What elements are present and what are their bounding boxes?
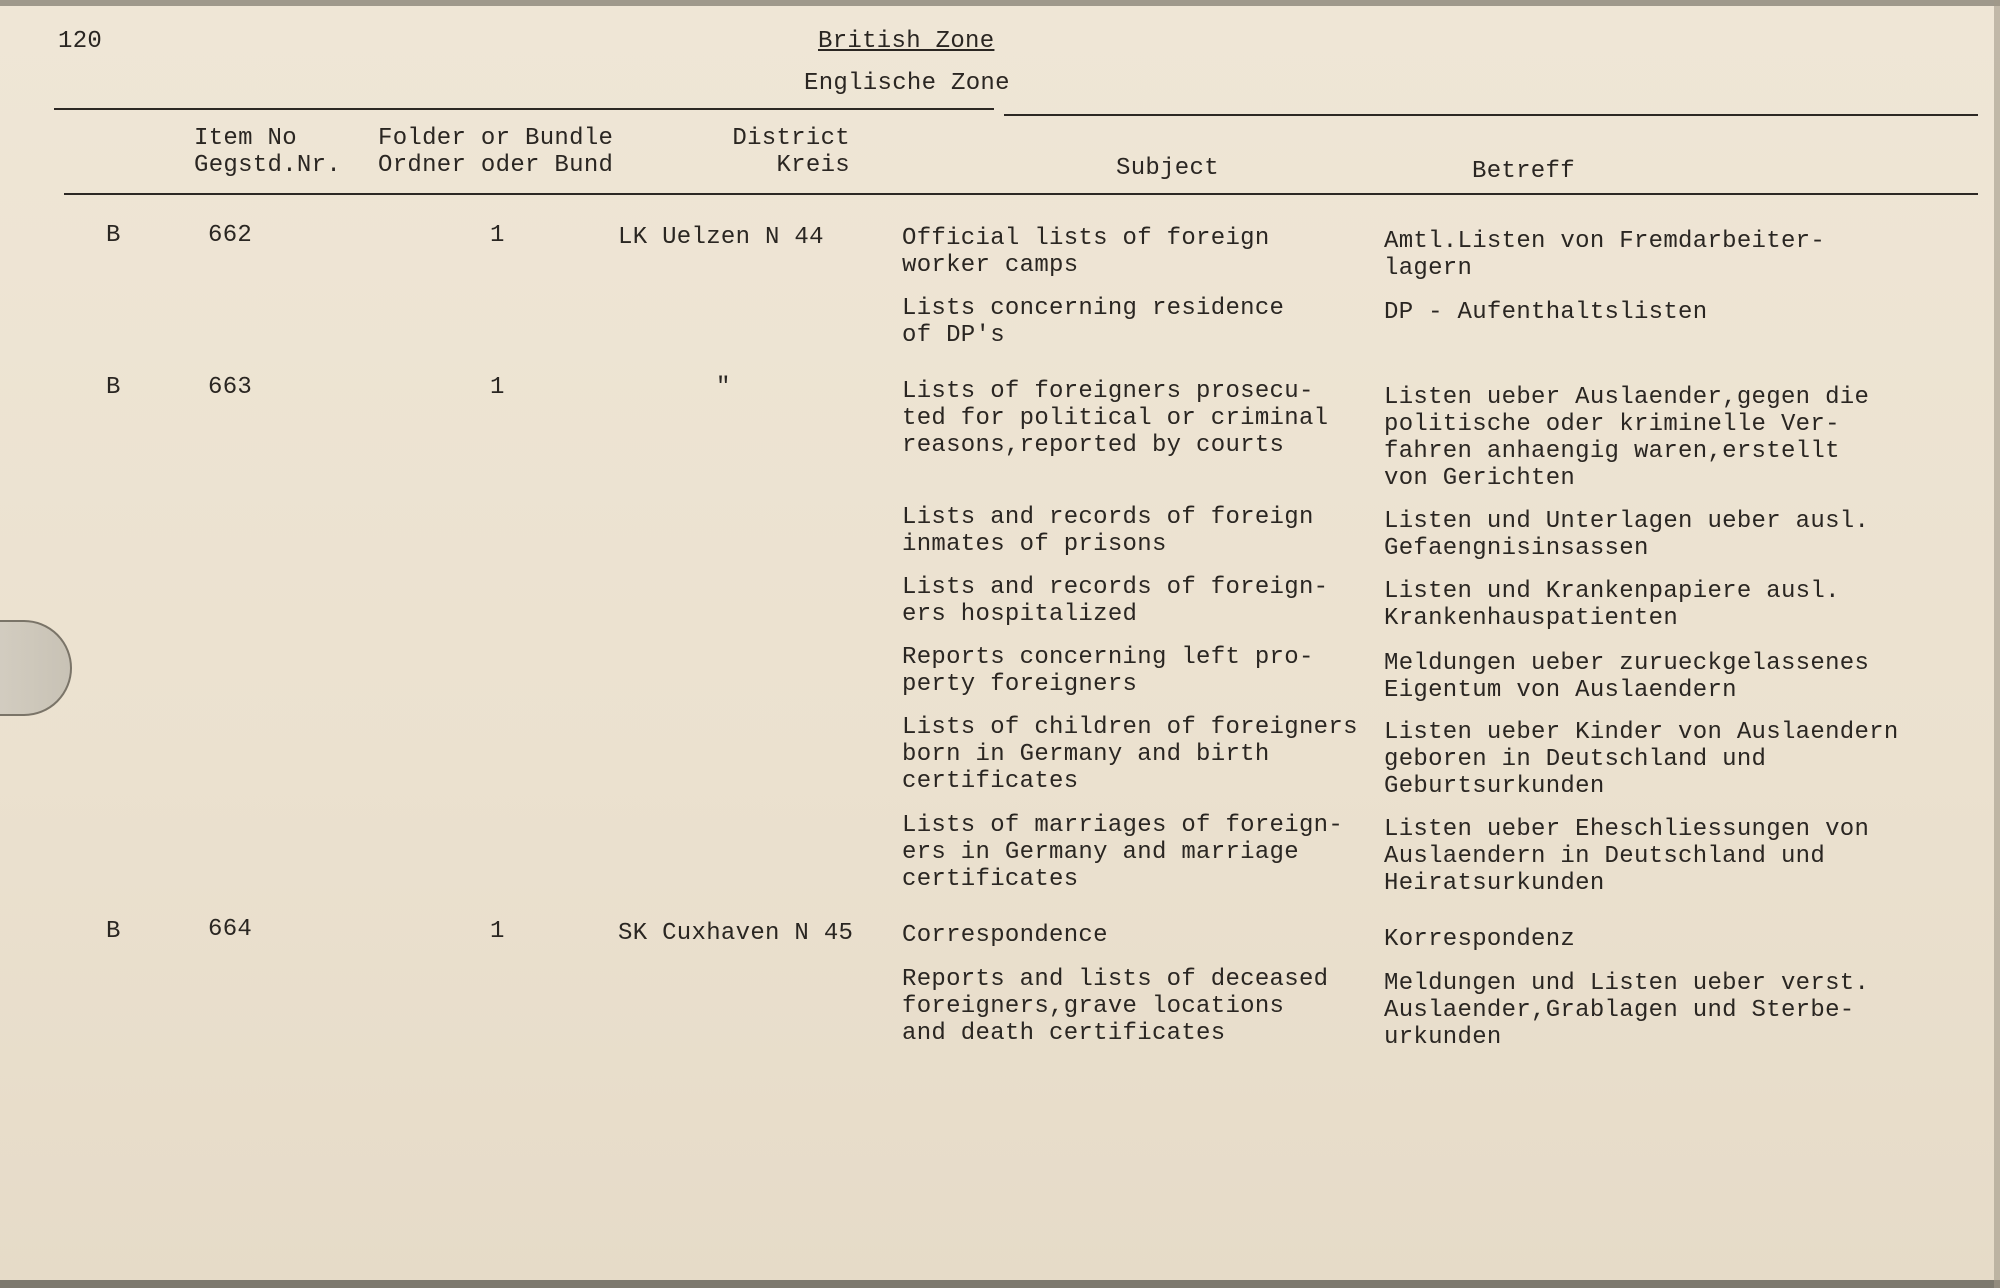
entry-betreff: DP - Aufenthaltslisten	[1384, 299, 1708, 326]
top-edge	[0, 0, 2000, 6]
row-prefix: B	[106, 222, 121, 249]
entry-betreff: Listen ueber Eheschliessungen von Auslaendern in Deutschland und Heiratsurkunden	[1384, 816, 1870, 897]
entry-betreff: Meldungen und Listen ueber verst. Auslaender,Grablagen und Sterbe- urkunden	[1384, 970, 1870, 1051]
row-item-number: 662	[208, 222, 253, 249]
row-district: SK Cuxhaven N 45	[618, 920, 854, 947]
row-prefix: B	[106, 374, 121, 401]
row-district: LK Uelzen N 44	[618, 224, 824, 251]
row-item-number: 663	[208, 374, 253, 401]
header-betreff: Betreff	[1472, 158, 1575, 185]
zone-title: British Zone	[818, 28, 995, 55]
entry-betreff: Listen ueber Auslaender,gegen die politische oder kriminelle Ver- fahren anhaengig waren,erstellt von Gerichten	[1384, 384, 1870, 492]
page-number: 120	[58, 28, 103, 55]
header-rule-top-left	[54, 108, 994, 110]
right-edge	[1994, 0, 2000, 1288]
entry-subject: Lists of children of foreigners born in Germany and birth certificates	[902, 714, 1358, 795]
row-item-number: 664	[208, 916, 253, 943]
entry-betreff: Listen ueber Kinder von Auslaendern geboren in Deutschland und Geburtsurkunden	[1384, 719, 1899, 800]
entry-subject: Reports and lists of deceased foreigners,grave locations and death certificates	[902, 966, 1329, 1047]
row-district-ditto: "	[716, 374, 731, 401]
header-subject: Subject	[1116, 155, 1219, 182]
row-folder: 1	[490, 222, 505, 249]
zone-subtitle: Englische Zone	[804, 70, 1010, 97]
row-folder: 1	[490, 918, 505, 945]
entry-betreff: Korrespondenz	[1384, 926, 1576, 953]
header-rule-top-right	[1004, 114, 1978, 116]
entry-subject: Lists of marriages of foreign- ers in Germany and marriage certificates	[902, 812, 1344, 893]
entry-subject: Lists of foreigners prosecu- ted for political or criminal reasons,reported by courts	[902, 378, 1329, 459]
entry-betreff: Listen und Krankenpapiere ausl. Krankenhauspatienten	[1384, 578, 1840, 632]
entry-subject: Lists concerning residence of DP's	[902, 295, 1285, 349]
entry-betreff: Amtl.Listen von Fremdarbeiter- lagern	[1384, 228, 1826, 282]
header-folder: Folder or Bundle Ordner oder Bund	[378, 125, 614, 179]
entry-subject: Official lists of foreign worker camps	[902, 225, 1270, 279]
entry-subject: Reports concerning left pro- perty foreigners	[902, 644, 1314, 698]
header-rule-bottom	[64, 193, 1978, 195]
bottom-edge	[0, 1280, 2000, 1288]
row-prefix: B	[106, 918, 121, 945]
entry-subject: Lists and records of foreign- ers hospitalized	[902, 574, 1329, 628]
header-district: District Kreis	[732, 125, 850, 179]
paper-clip	[0, 620, 72, 716]
row-folder: 1	[490, 374, 505, 401]
entry-subject: Correspondence	[902, 922, 1108, 949]
entry-betreff: Listen und Unterlagen ueber ausl. Gefaengnisinsassen	[1384, 508, 1870, 562]
entry-subject: Lists and records of foreign inmates of prisons	[902, 504, 1314, 558]
header-item-no: Item No Gegstd.Nr.	[194, 125, 342, 179]
entry-betreff: Meldungen ueber zurueckgelassenes Eigentum von Auslaendern	[1384, 650, 1870, 704]
